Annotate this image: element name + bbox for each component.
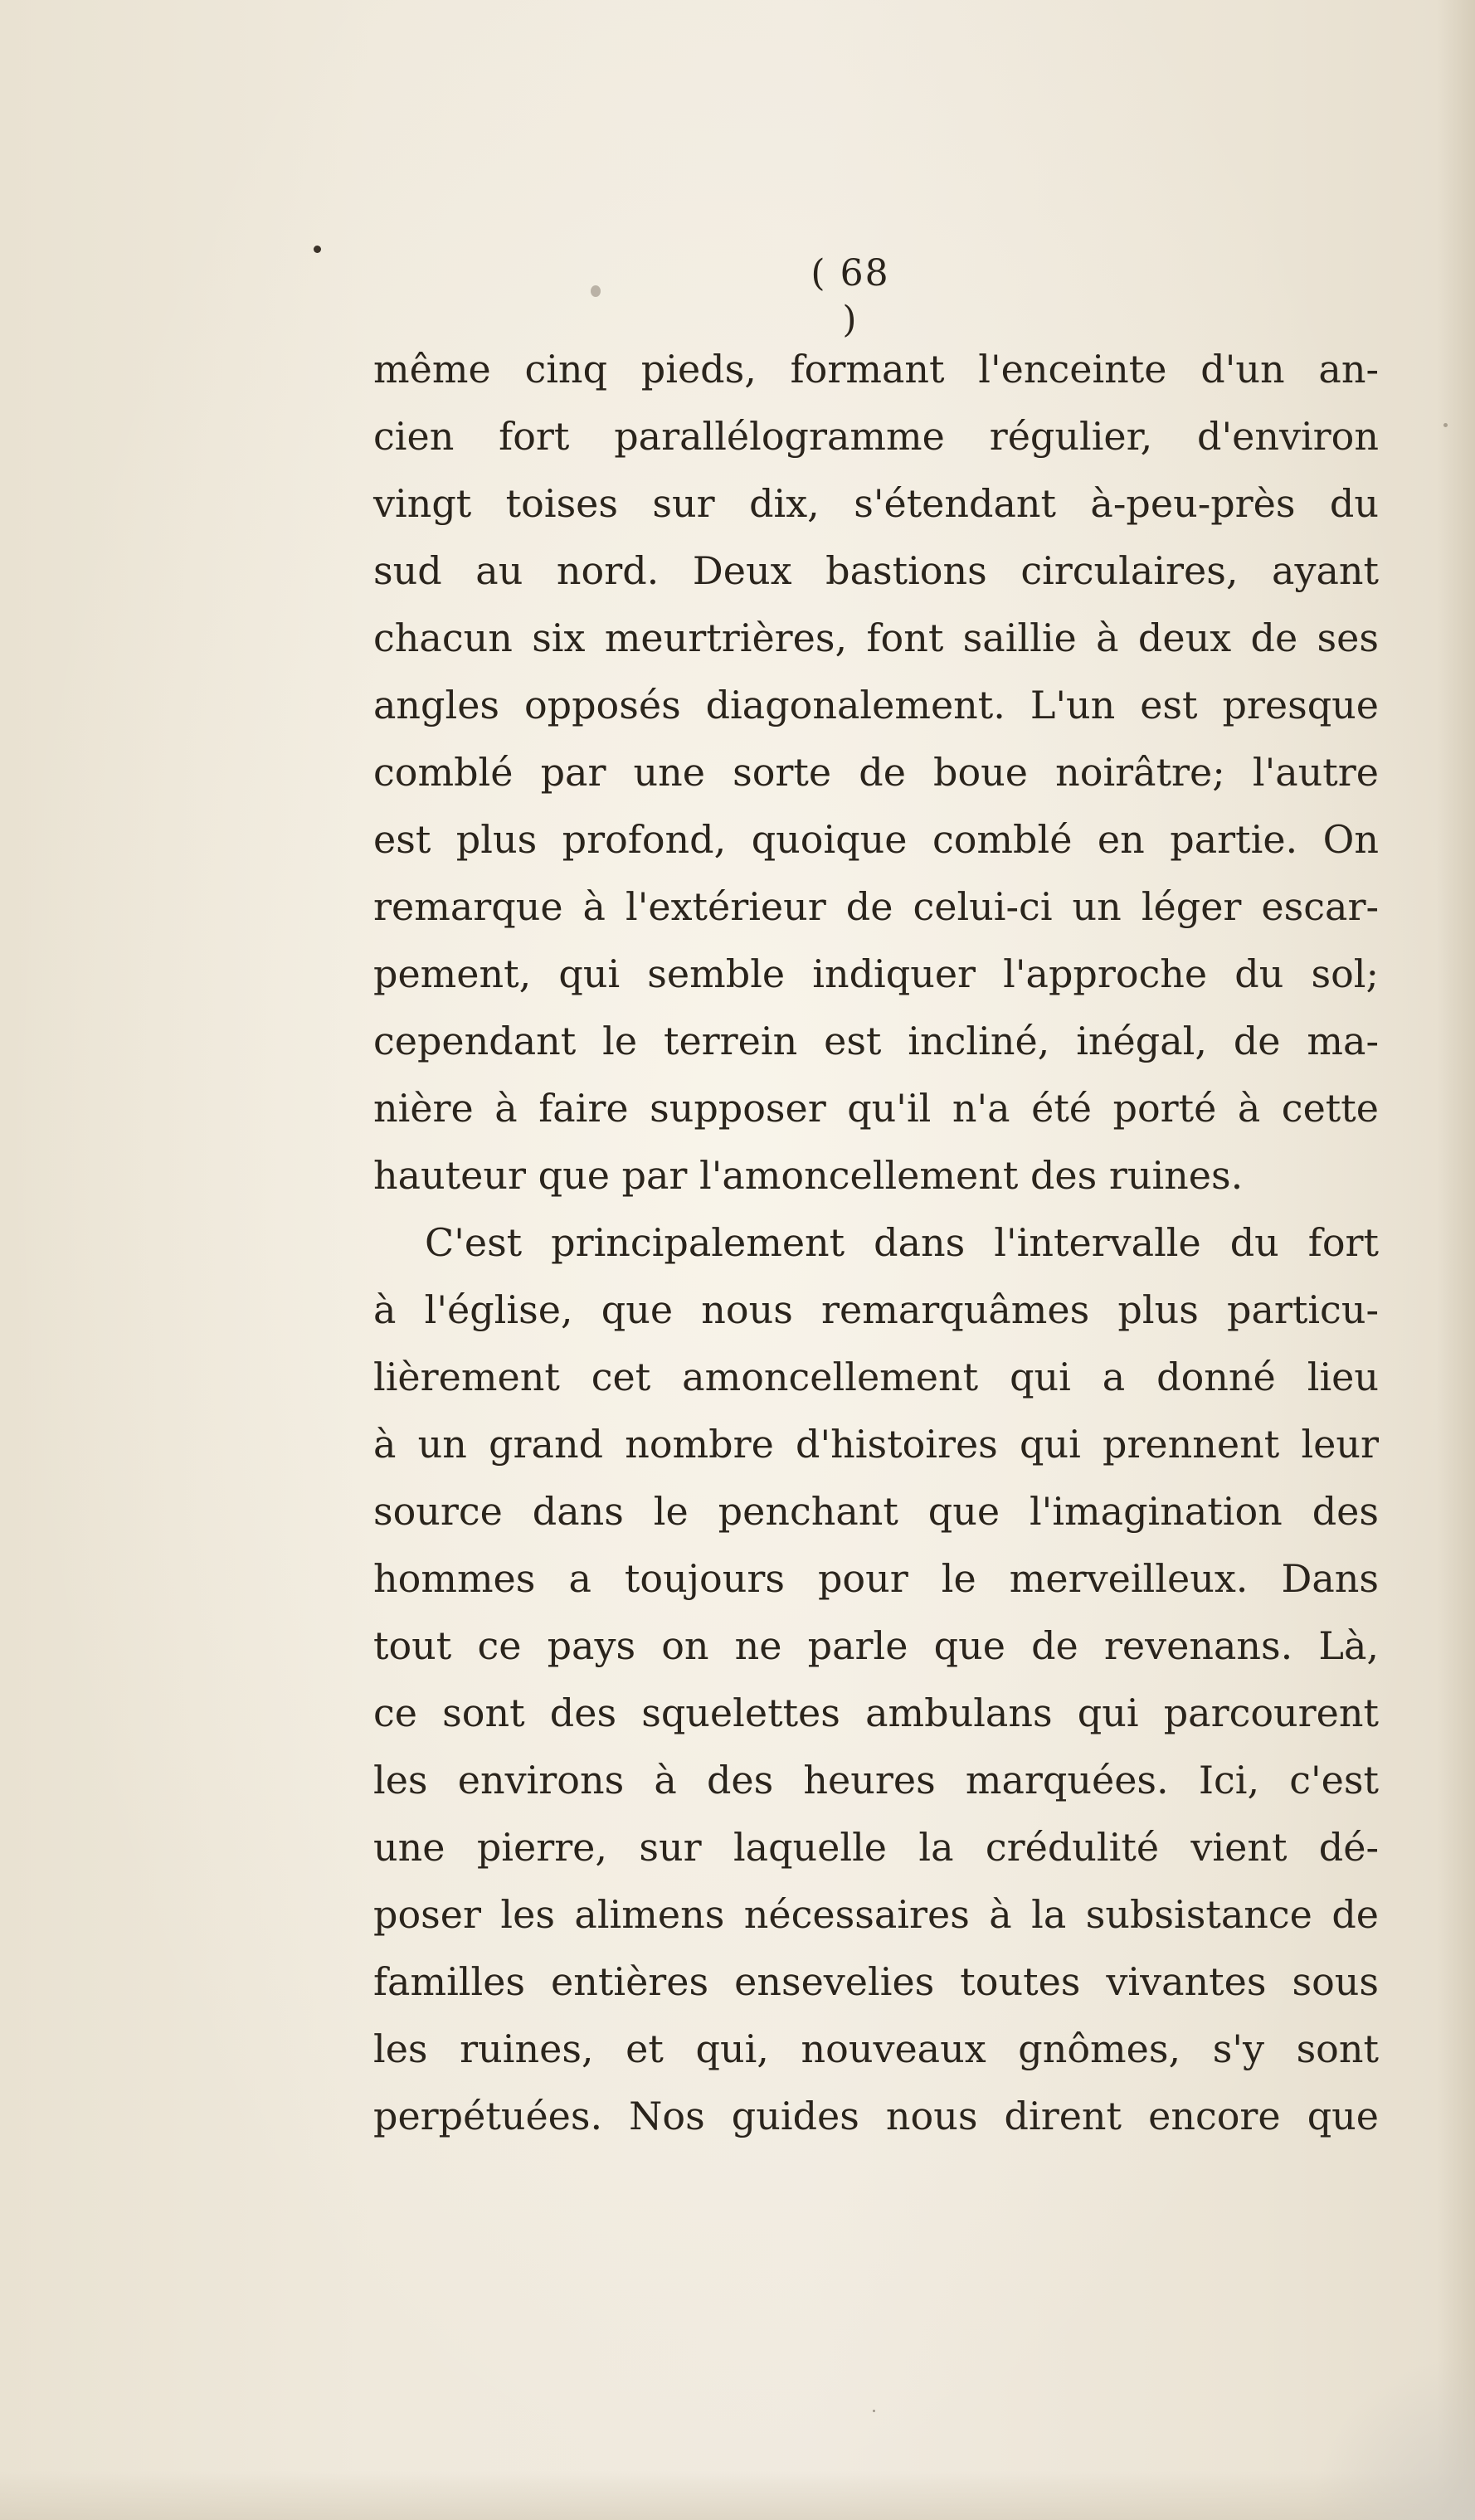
text-line: les environs à des heures marquées. Ici, c'est (373, 1758, 1379, 1802)
text-line: hommes a toujours pour le merveilleux. Dans (373, 1556, 1379, 1601)
text-line: remarque à l'extérieur de celui-ci un léger escar- (373, 884, 1379, 929)
text-line: chacun six meurtrières, font saillie à deux de ses (373, 615, 1379, 660)
ink-speck (873, 2410, 875, 2412)
text-line: à un grand nombre d'histoires qui prennent leur (373, 1422, 1379, 1467)
text-line-paragraph-end: hauteur que par l'amoncellement des ruines. (373, 1153, 1244, 1198)
text-line: est plus profond, quoique comblé en partie. On (373, 817, 1379, 862)
text-line: angles opposés diagonalement. L'un est presque (373, 683, 1379, 727)
text-line: même cinq pieds, formant l'enceinte d'un an- (373, 347, 1379, 392)
text-line: familles entières ensevelies toutes vivantes sous (373, 1959, 1379, 2004)
text-line: ce sont des squelettes ambulans qui parcourent (373, 1691, 1379, 1735)
page-edge-shadow-right (1437, 0, 1475, 2520)
text-line: à l'église, que nous remarquâmes plus particu- (373, 1287, 1379, 1332)
text-line: cependant le terrein est incliné, inégal, de ma- (373, 1019, 1379, 1063)
ink-speck (314, 246, 321, 253)
text-line: cien fort parallélogramme régulier, d'environ (373, 414, 1379, 459)
text-line: les ruines, et qui, nouveaux gnômes, s'y sont (373, 2026, 1379, 2071)
text-line: comblé par une sorte de boue noirâtre; l'autre (373, 750, 1379, 795)
ink-speck (1443, 423, 1448, 427)
ink-speck (591, 285, 601, 297)
text-line: nière à faire supposer qu'il n'a été porté à cette (373, 1086, 1379, 1131)
text-line: sud au nord. Deux bastions circulaires, ayant (373, 548, 1379, 593)
text-line: source dans le penchant que l'imagination des (373, 1489, 1379, 1534)
text-line: une pierre, sur laquelle la crédulité vient dé- (373, 1825, 1379, 1870)
page-number: ( 68 ) (811, 252, 890, 341)
text-line: poser les alimens nécessaires à la subsistance de (373, 1892, 1379, 1937)
page-corner-wear (1309, 2354, 1475, 2520)
text-line: tout ce pays on ne parle que de revenans. Là, (373, 1623, 1379, 1668)
text-line-paragraph-start: C'est principalement dans l'intervalle du fort (425, 1220, 1379, 1265)
page-edge-shadow-bottom (0, 2470, 1475, 2520)
text-line: lièrement cet amoncellement qui a donné lieu (373, 1355, 1379, 1399)
text-line: pement, qui semble indiquer l'approche du sol; (373, 951, 1379, 996)
text-line: vingt toises sur dix, s'étendant à-peu-près du (373, 481, 1379, 526)
body-text (373, 336, 1379, 2150)
text-line: perpétuées. Nos guides nous dirent encore que (373, 2094, 1379, 2138)
